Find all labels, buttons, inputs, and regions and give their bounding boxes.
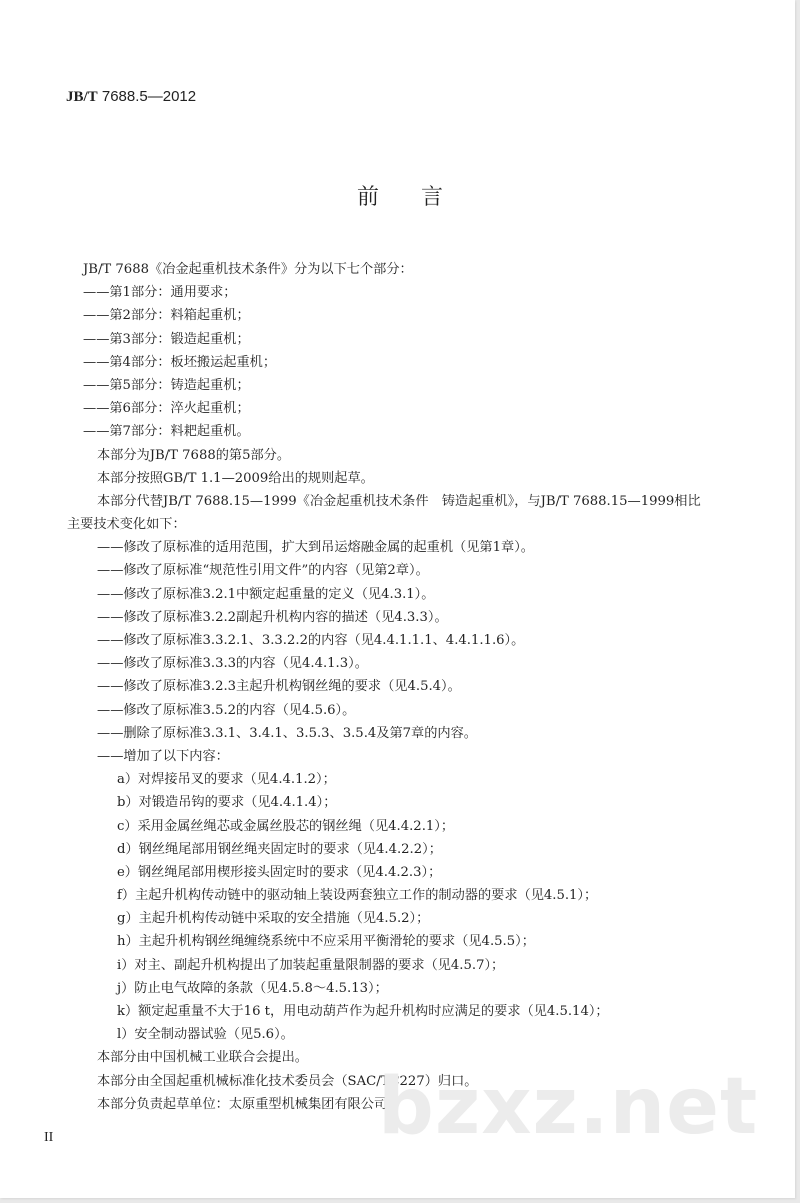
standard-code — [66, 88, 196, 106]
addition-item: c）采用金属丝绳芯或金属丝股芯的钢丝绳（见4.4.2.1）； — [117, 818, 455, 834]
parts-list — [83, 281, 797, 443]
page-title: 前言 — [356, 185, 485, 210]
change-item: ——修改了原标准3.5.2的内容（见4.5.6）。 — [97, 702, 356, 718]
intro-paragraph: JB/T 7688《冶金起重机技术条件》分为以下七个部分： — [83, 262, 413, 277]
addition-item: i）对主、副起升机构提出了加装起重量限制器的要求（见4.5.7）； — [117, 957, 505, 973]
part-item: ——第2部分：料箱起重机； — [83, 308, 250, 324]
replaces-statement: 本部分代替JB/T 7688.15—1999《冶金起重机技术条件 铸造起重机》，与JB/T 7688.15—1999相比 — [97, 493, 701, 509]
part-item: ——第7部分：料耙起重机。 — [83, 424, 250, 440]
closing-statements — [97, 1046, 797, 1116]
page-number: II — [44, 1130, 54, 1145]
part-item: ——第5部分：铸造起重机； — [83, 377, 250, 393]
change-item: ——修改了原标准3.2.2副起升机构内容的描述（见4.3.3）。 — [97, 609, 448, 625]
addition-item: b）对锻造吊钩的要求（见4.4.1.4）； — [117, 795, 337, 811]
drafting-unit-statement: 本部分负责起草单位：太原重型机械集团有限公司。 — [97, 1096, 401, 1112]
change-item: ——修改了原标准3.3.3的内容（见4.4.1.3）。 — [97, 656, 368, 672]
addition-item: h）主起升机构钢丝绳缠绕系统中不应采用平衡滑轮的要求（见4.5.5）； — [117, 934, 535, 950]
changes-list — [97, 536, 797, 768]
additions-list — [97, 768, 797, 1046]
proposed-by-statement: 本部分由中国机械工业联合会提出。 — [97, 1050, 308, 1066]
drafting-rules-statement: 本部分按照GB/T 1.1—2009给出的规则起草。 — [97, 470, 374, 486]
part-item: ——第3部分：锻造起重机； — [83, 331, 250, 347]
addition-item: d）钢丝绳尾部用钢丝绳夹固定时的要求（见4.4.2.2）； — [117, 841, 442, 857]
part-item: ——第4部分：板坯搬运起重机； — [83, 354, 277, 370]
change-item: ——修改了原标准“规范性引用文件”的内容（见第2章）。 — [97, 563, 429, 579]
addition-item: k）额定起重量不大于16 t，用电动葫芦作为起升机构时应满足的要求（见4.5.14）； — [117, 1004, 609, 1019]
watermark: bzxz.net — [378, 1062, 759, 1152]
replaces-statement-continued: 主要技术变化如下： — [67, 517, 186, 533]
part-item: ——第1部分：通用要求； — [83, 285, 237, 301]
addition-item: g）主起升机构传动链中采取的安全措施（见4.5.2）； — [117, 911, 430, 927]
standard-code-prefix: JB/T — [66, 89, 98, 105]
change-item: ——删除了原标准3.3.1、3.4.1、3.5.3、3.5.4及第7章的内容。 — [97, 725, 477, 741]
change-item: ——修改了原标准3.3.2.1、3.3.2.2的内容（见4.4.1.1.1、4.4.1.1.6）。 — [97, 633, 525, 648]
administered-by-statement: 本部分由全国起重机械标准化技术委员会（SAC/TC227）归口。 — [97, 1073, 478, 1089]
part-item: ——第6部分：淬火起重机； — [83, 401, 250, 417]
change-item: ——修改了原标准3.2.1中额定起重量的定义（见4.3.1）。 — [97, 586, 435, 602]
addition-item: j）防止电气故障的条款（见4.5.8～4.5.13）； — [117, 980, 388, 996]
addition-item: f）主起升机构传动链中的驱动轴上装设两套独立工作的制动器的要求（见4.5.1）； — [117, 888, 598, 904]
addition-item: e）钢丝绳尾部用楔形接头固定时的要求（见4.4.2.3）； — [117, 864, 442, 880]
change-item: ——增加了以下内容： — [97, 748, 229, 764]
standard-code-number: 7688.5—2012 — [97, 88, 197, 105]
addition-item: a）对焊接吊叉的要求（见4.4.1.2）； — [117, 772, 336, 788]
addition-item: l）安全制动器试验（见5.6）。 — [117, 1027, 294, 1043]
change-item: ——修改了原标准的适用范围，扩大到吊运熔融金属的起重机（见第1章）。 — [97, 540, 534, 556]
change-item: ——修改了原标准3.2.3主起升机构钢丝绳的要求（见4.5.4）。 — [97, 679, 461, 695]
foreword-body — [67, 258, 797, 1116]
part-of-statement: 本部分为JB/T 7688的第5部分。 — [97, 447, 291, 463]
